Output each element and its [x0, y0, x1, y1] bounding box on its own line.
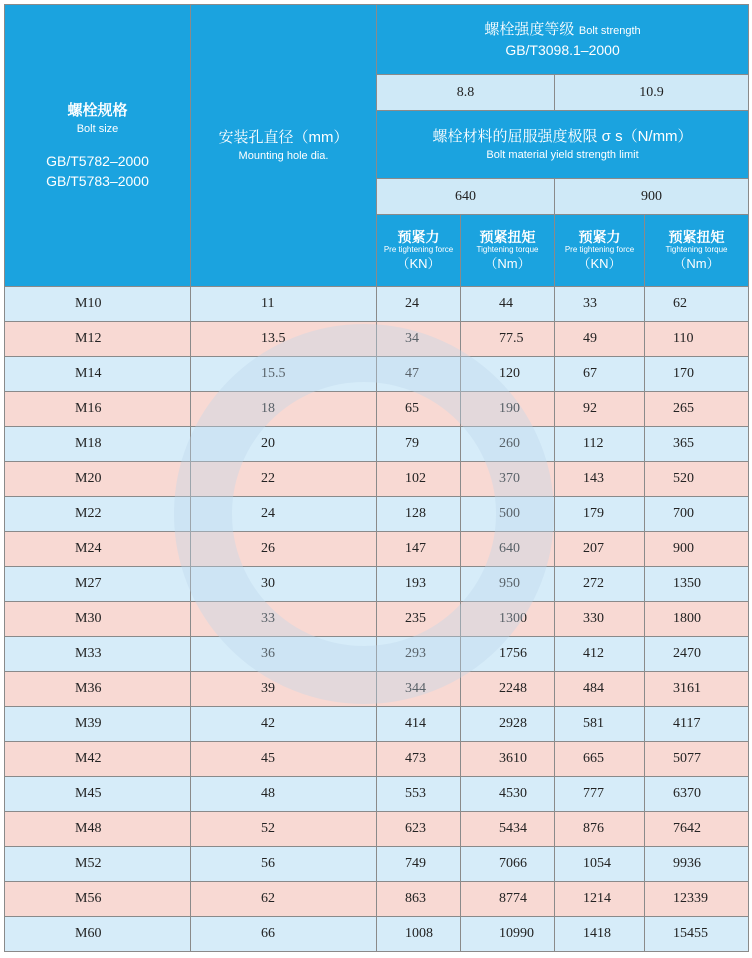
torque-8-8-cell: 7066 [461, 847, 555, 882]
torque-8-8-cell: 2928 [461, 707, 555, 742]
force-1-zh: 预紧力 [397, 228, 440, 245]
table-row [5, 812, 749, 847]
force-10-9-cell: 49 [555, 322, 645, 357]
torque-10-9-cell: 1800 [645, 602, 749, 637]
bolt-standard-2: GB/T5783–2000 [46, 172, 149, 189]
torque-10-9-cell: 365 [645, 427, 749, 462]
force-8-8-cell: 102 [377, 462, 461, 497]
torque-10-9-cell: 9936 [645, 847, 749, 882]
bolt-spec-cell: M36 [5, 672, 191, 707]
force-8-8-cell: 344 [377, 672, 461, 707]
torque-8-8-cell: 500 [461, 497, 555, 532]
force-10-9-cell: 1214 [555, 882, 645, 917]
force-8-8-cell: 473 [377, 742, 461, 777]
bolt-spec-cell: M33 [5, 637, 191, 672]
force-8-8-cell: 293 [377, 637, 461, 672]
hole-dia-cell: 11 [191, 287, 377, 322]
col-force-1-header [377, 215, 461, 287]
torque-8-8-cell: 8774 [461, 882, 555, 917]
force-2-en: Pre tightening force [564, 244, 635, 254]
torque-2-en: Tightening torque [665, 244, 728, 254]
torque-8-8-cell: 1756 [461, 637, 555, 672]
yield-strength-en: Bolt material yield strength limit [486, 148, 639, 161]
table-row [5, 322, 749, 357]
col-torque-1-header [461, 215, 555, 287]
bolt-spec-cell: M30 [5, 602, 191, 637]
mounting-hole-en: Mounting hole dia. [238, 149, 329, 162]
bolt-spec-table [4, 4, 749, 952]
torque-10-9-cell: 7642 [645, 812, 749, 847]
force-8-8-cell: 863 [377, 882, 461, 917]
force-8-8-cell: 1008 [377, 917, 461, 952]
hole-dia-cell: 39 [191, 672, 377, 707]
hole-dia-cell: 42 [191, 707, 377, 742]
bolt-spec-cell: M12 [5, 322, 191, 357]
force-2-zh: 预紧力 [578, 228, 621, 245]
yield-strength-zh: 螺栓材料的屈服强度极限 σ s（N/mm） [432, 127, 693, 145]
bolt-spec-cell: M20 [5, 462, 191, 497]
torque-8-8-cell: 3610 [461, 742, 555, 777]
force-10-9-cell: 330 [555, 602, 645, 637]
force-10-9-cell: 1418 [555, 917, 645, 952]
hole-dia-cell: 33 [191, 602, 377, 637]
torque-8-8-cell: 10990 [461, 917, 555, 952]
table-row [5, 707, 749, 742]
col-torque-2-header [645, 215, 749, 287]
hole-dia-cell: 52 [191, 812, 377, 847]
mounting-hole-header [191, 5, 377, 287]
bolt-size-en: Bolt size [76, 122, 119, 135]
bolt-spec-cell: M10 [5, 287, 191, 322]
force-10-9-cell: 412 [555, 637, 645, 672]
table-row [5, 742, 749, 777]
torque-8-8-cell: 77.5 [461, 322, 555, 357]
torque-10-9-cell: 15455 [645, 917, 749, 952]
torque-10-9-cell: 900 [645, 532, 749, 567]
bolt-spec-cell: M14 [5, 357, 191, 392]
hole-dia-cell: 48 [191, 777, 377, 812]
table-row [5, 917, 749, 952]
torque-8-8-cell: 5434 [461, 812, 555, 847]
force-8-8-cell: 235 [377, 602, 461, 637]
table-row [5, 392, 749, 427]
bolt-spec-cell: M60 [5, 917, 191, 952]
table-row [5, 602, 749, 637]
hole-dia-cell: 22 [191, 462, 377, 497]
yield-strength-header [377, 111, 749, 179]
torque-10-9-cell: 6370 [645, 777, 749, 812]
table-row [5, 287, 749, 322]
force-10-9-cell: 777 [555, 777, 645, 812]
table-row [5, 567, 749, 602]
force-8-8-cell: 623 [377, 812, 461, 847]
force-8-8-cell: 34 [377, 322, 461, 357]
table-row [5, 882, 749, 917]
grade-10-9: 10.9 [555, 75, 749, 111]
yield-640: 640 [377, 179, 555, 215]
torque-10-9-cell: 62 [645, 287, 749, 322]
bolt-spec-cell: M39 [5, 707, 191, 742]
torque-8-8-cell: 370 [461, 462, 555, 497]
bolt-spec-cell: M56 [5, 882, 191, 917]
force-8-8-cell: 47 [377, 357, 461, 392]
hole-dia-cell: 13.5 [191, 322, 377, 357]
torque-10-9-cell: 12339 [645, 882, 749, 917]
torque-10-9-cell: 1350 [645, 567, 749, 602]
torque-8-8-cell: 120 [461, 357, 555, 392]
table-row [5, 462, 749, 497]
torque-10-9-cell: 265 [645, 392, 749, 427]
torque-8-8-cell: 190 [461, 392, 555, 427]
force-8-8-cell: 414 [377, 707, 461, 742]
force-10-9-cell: 665 [555, 742, 645, 777]
torque-10-9-cell: 4117 [645, 707, 749, 742]
table-row [5, 497, 749, 532]
table-row [5, 847, 749, 882]
bolt-spec-cell: M48 [5, 812, 191, 847]
bolt-size-header [5, 5, 191, 287]
force-8-8-cell: 553 [377, 777, 461, 812]
force-10-9-cell: 112 [555, 427, 645, 462]
torque-10-9-cell: 700 [645, 497, 749, 532]
bolt-strength-en: Bolt strength [578, 24, 641, 37]
force-10-9-cell: 143 [555, 462, 645, 497]
bolt-spec-cell: M27 [5, 567, 191, 602]
torque-8-8-cell: 640 [461, 532, 555, 567]
mounting-hole-zh: 安装孔直径（mm） [218, 128, 349, 146]
torque-8-8-cell: 1300 [461, 602, 555, 637]
bolt-spec-table-wrapper [4, 4, 748, 954]
torque-10-9-cell: 170 [645, 357, 749, 392]
force-2-unit: （KN） [577, 255, 622, 271]
bolt-spec-cell: M18 [5, 427, 191, 462]
table-row [5, 357, 749, 392]
force-10-9-cell: 33 [555, 287, 645, 322]
bolt-spec-cell: M22 [5, 497, 191, 532]
force-8-8-cell: 24 [377, 287, 461, 322]
hole-dia-cell: 62 [191, 882, 377, 917]
force-1-en: Pre tightening force [383, 244, 454, 254]
force-8-8-cell: 79 [377, 427, 461, 462]
torque-10-9-cell: 110 [645, 322, 749, 357]
force-10-9-cell: 876 [555, 812, 645, 847]
force-10-9-cell: 581 [555, 707, 645, 742]
torque-8-8-cell: 44 [461, 287, 555, 322]
bolt-standard-1: GB/T5782–2000 [46, 152, 149, 169]
hole-dia-cell: 18 [191, 392, 377, 427]
col-force-2-header [555, 215, 645, 287]
hole-dia-cell: 56 [191, 847, 377, 882]
torque-10-9-cell: 520 [645, 462, 749, 497]
force-10-9-cell: 272 [555, 567, 645, 602]
torque-10-9-cell: 5077 [645, 742, 749, 777]
hole-dia-cell: 24 [191, 497, 377, 532]
table-row [5, 532, 749, 567]
hole-dia-cell: 20 [191, 427, 377, 462]
torque-8-8-cell: 260 [461, 427, 555, 462]
table-body [5, 287, 749, 952]
grade-8-8: 8.8 [377, 75, 555, 111]
bolt-spec-cell: M16 [5, 392, 191, 427]
hole-dia-cell: 45 [191, 742, 377, 777]
bolt-strength-header [377, 5, 749, 75]
table-row [5, 777, 749, 812]
hole-dia-cell: 30 [191, 567, 377, 602]
bolt-strength-standard: GB/T3098.1–2000 [505, 41, 620, 58]
hole-dia-cell: 66 [191, 917, 377, 952]
table-row [5, 427, 749, 462]
torque-1-en: Tightening torque [476, 244, 539, 254]
force-10-9-cell: 484 [555, 672, 645, 707]
force-10-9-cell: 92 [555, 392, 645, 427]
bolt-spec-cell: M42 [5, 742, 191, 777]
force-8-8-cell: 128 [377, 497, 461, 532]
bolt-spec-cell: M24 [5, 532, 191, 567]
force-10-9-cell: 207 [555, 532, 645, 567]
force-10-9-cell: 1054 [555, 847, 645, 882]
force-10-9-cell: 67 [555, 357, 645, 392]
yield-900: 900 [555, 179, 749, 215]
torque-8-8-cell: 4530 [461, 777, 555, 812]
force-8-8-cell: 147 [377, 532, 461, 567]
table-row [5, 672, 749, 707]
torque-10-9-cell: 2470 [645, 637, 749, 672]
force-8-8-cell: 65 [377, 392, 461, 427]
torque-1-unit: （Nm） [484, 255, 531, 271]
bolt-spec-cell: M52 [5, 847, 191, 882]
hole-dia-cell: 36 [191, 637, 377, 672]
torque-2-unit: （Nm） [673, 255, 720, 271]
torque-10-9-cell: 3161 [645, 672, 749, 707]
bolt-spec-cell: M45 [5, 777, 191, 812]
torque-1-zh: 预紧扭矩 [479, 228, 536, 245]
force-8-8-cell: 193 [377, 567, 461, 602]
force-1-unit: （KN） [396, 255, 441, 271]
torque-8-8-cell: 2248 [461, 672, 555, 707]
torque-8-8-cell: 950 [461, 567, 555, 602]
table-row [5, 637, 749, 672]
torque-2-zh: 预紧扭矩 [668, 228, 725, 245]
hole-dia-cell: 15.5 [191, 357, 377, 392]
bolt-size-zh: 螺栓规格 [67, 101, 128, 119]
hole-dia-cell: 26 [191, 532, 377, 567]
bolt-strength-zh: 螺栓强度等级 [484, 20, 575, 38]
force-10-9-cell: 179 [555, 497, 645, 532]
force-8-8-cell: 749 [377, 847, 461, 882]
